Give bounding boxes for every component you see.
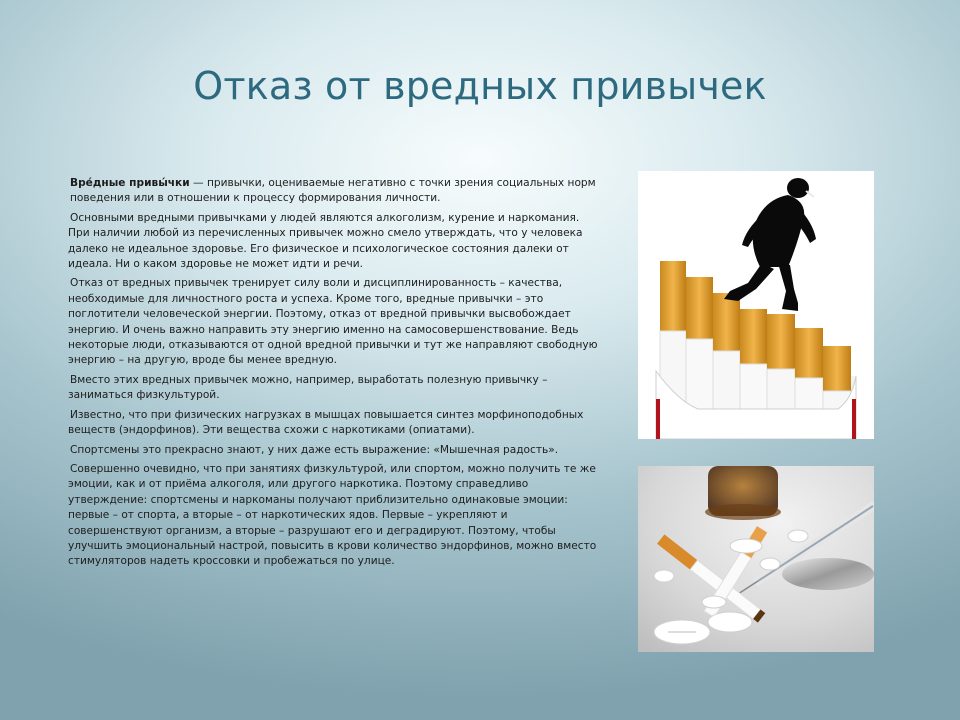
- paragraph-main-habits: Основными вредными привычками у людей являются алкоголизм, курение и наркомания. При наличии любой из перечисленных привычек можно смело утверждать, что у человека далеко не идеальное здоровье. Его физическое и психологическое состояния далеки от идеала. Ни о каком здоровье не может идти и речи.: [68, 211, 583, 271]
- paragraph-willpower: Отказ от вредных привычек тренирует силу воли и дисциплинированность – качества, необходимые для личностного роста и успеха. Кроме того, вредные привычки – это поглотители человеческой энергии. Поэтому, отказ от вредной привычки высвобождает энергию. И очень важно направить эту энергию именно на самосовершенствование. Ведь некоторые люди, отказываются от одной вредной привычки и тут же направляют свободную энергию – на другую, вроде бы менее вредную.: [68, 277, 598, 367]
- paragraph-definition: [68, 176, 598, 207]
- term-bad-habits: Вре́дные привы́чки: [70, 177, 190, 189]
- paragraph-athletes: Спортсмены это прекрасно знают, у них даже есть выражение: «Мышечная радость».: [70, 443, 559, 456]
- walking-man-silhouette: [724, 178, 816, 311]
- paragraph-exercise: Вместо этих вредных привычек можно, например, выработать полезную привычку – заниматься физкультурой.: [68, 373, 548, 402]
- drugs-cigarettes-illustration: [638, 466, 874, 652]
- drugs-cigarettes-image: [638, 466, 874, 652]
- slide-body-text: [68, 176, 598, 574]
- cigarettes-stairs-illustration: [638, 171, 874, 439]
- definition-text: — привычки, оцениваемые негативно с точки зрения социальных норм поведения или в отношении к процессу формирования личности.: [70, 177, 596, 205]
- slide-title: Отказ от вредных привычек: [193, 64, 767, 108]
- spoon: [782, 558, 874, 590]
- cigarettes-stairs-image: [638, 171, 874, 439]
- paragraph-endorphins: Известно, что при физических нагрузках в мышцах повышается синтез морфиноподобных веществ (эндорфинов). Эти вещества схожи с наркотиками (опиатами).: [68, 408, 584, 437]
- paragraph-conclusion: Совершенно очевидно, что при занятиях физкультурой, или спортом, можно получить те же эмоции, как и от приёма алкоголя, или другого наркотика. Поэтому справедливо утверждение: спортсмены и наркоманы получают приблизительно одинаковые эмоции: первые – от спорта, а вторые – от наркотических ядов. Первые – укрепляют и совершенствуют организм, а вторые – разрушают его и деградируют. Поэтому, чтобы улучшить эмоциональный настрой, повысить в крови количество эндорфинов, можно вместо стимуляторов надеть кроссовки и пробежаться по улице.: [68, 462, 597, 568]
